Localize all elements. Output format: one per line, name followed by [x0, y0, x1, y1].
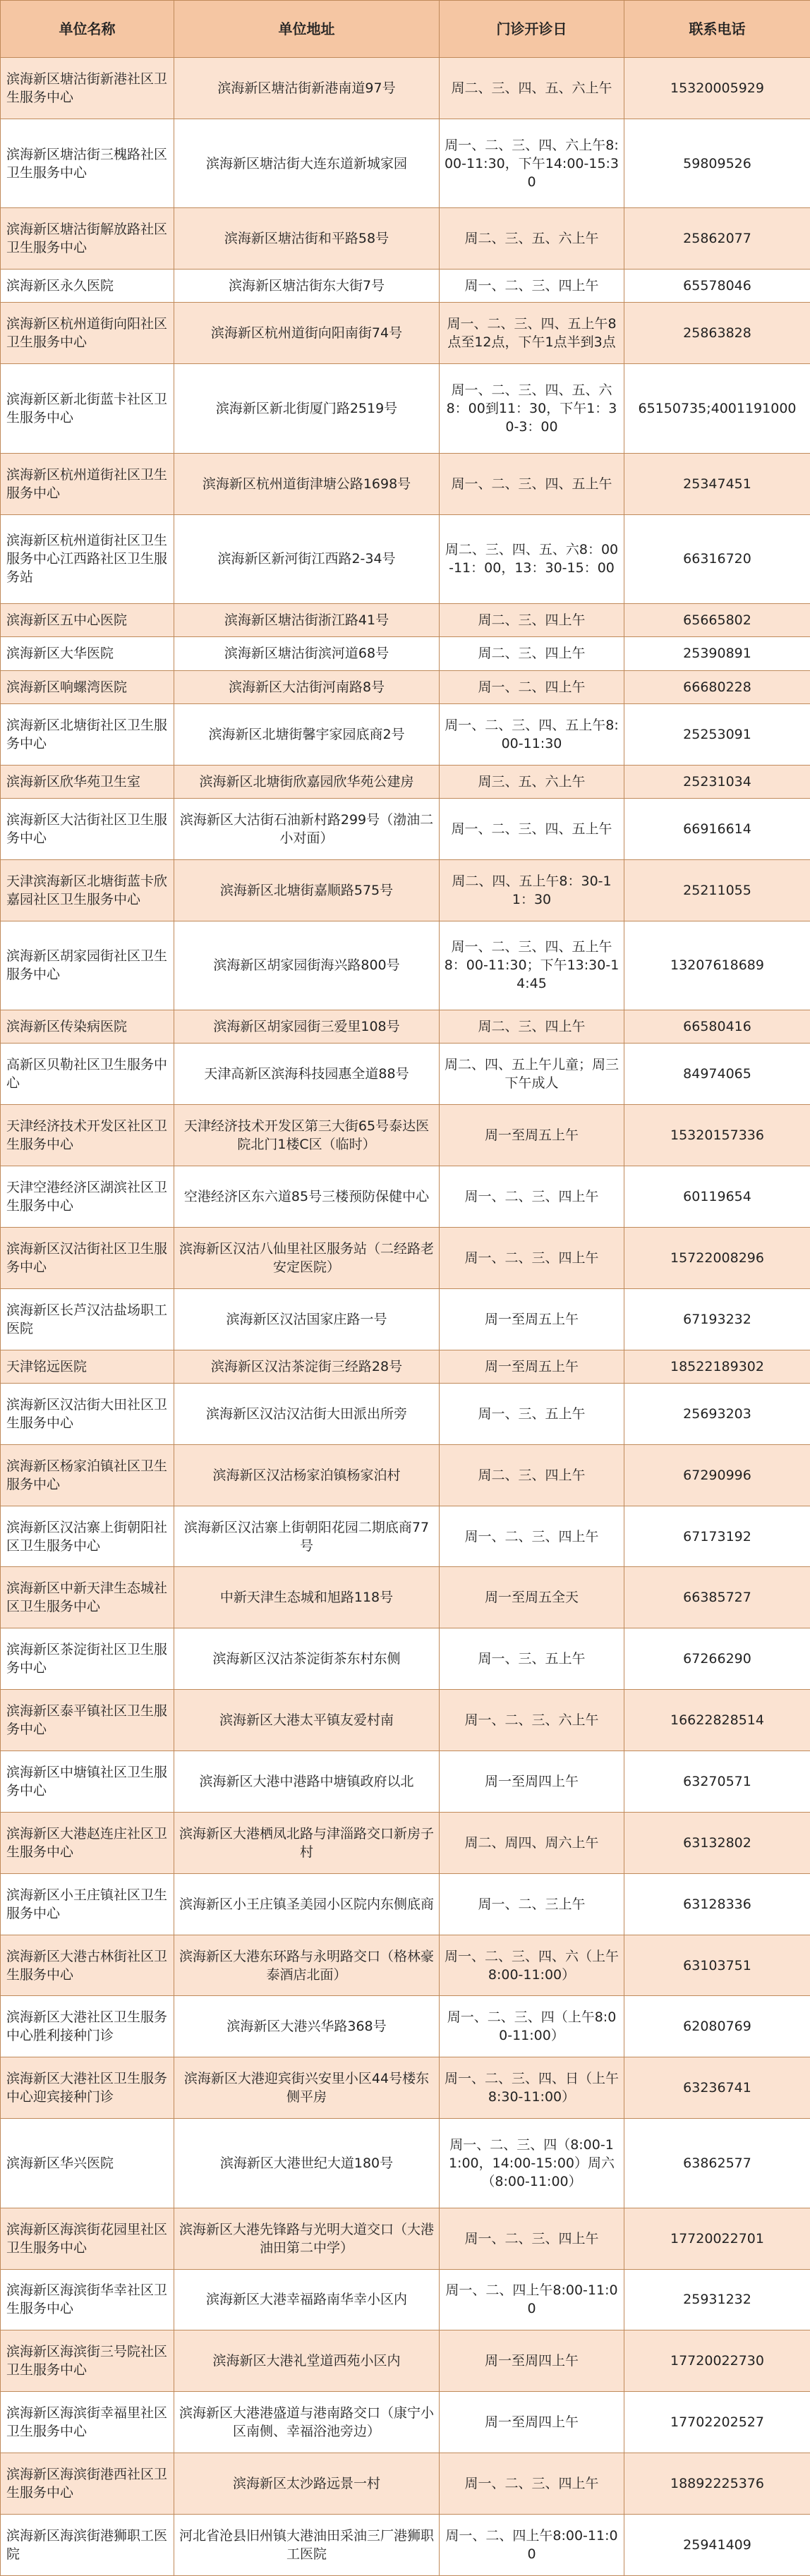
table-row — [1, 798, 810, 859]
cell-clinic-days: 周一、三、五上午 — [440, 1383, 624, 1444]
cell-phone: 67266290 — [624, 1628, 810, 1690]
cell-name: 滨海新区汉沽寨上街朝阳社区卫生服务中心 — [1, 1506, 174, 1567]
cell-clinic-days: 周二、三、四、五、六8：00-11：00，13：30-15：00 — [440, 514, 624, 603]
cell-phone: 16622828514 — [624, 1690, 810, 1751]
cell-clinic-days: 周二、四、五上午8：30-11：30 — [440, 859, 624, 921]
cell-phone: 25211055 — [624, 859, 810, 921]
table-row — [1, 1383, 810, 1444]
cell-address: 滨海新区新河街江西路2-34号 — [174, 514, 440, 603]
header-cell-clinic-days: 门诊开诊日 — [440, 1, 624, 58]
table-row — [1, 58, 810, 119]
cell-phone: 63236741 — [624, 2057, 810, 2119]
cell-clinic-days: 周一、二、三上午 — [440, 1873, 624, 1935]
table-row — [1, 303, 810, 364]
table-row — [1, 2330, 810, 2392]
table-row — [1, 1227, 810, 1288]
cell-address: 滨海新区汉沽茶淀街茶东村东侧 — [174, 1628, 440, 1690]
cell-address: 滨海新区胡家园街三爱里108号 — [174, 1010, 440, 1044]
table-row — [1, 2119, 810, 2208]
cell-clinic-days: 周一、二、三、四、五上午8:00-11:30 — [440, 703, 624, 765]
cell-phone: 67193232 — [624, 1288, 810, 1350]
cell-name: 滨海新区小王庄镇社区卫生服务中心 — [1, 1873, 174, 1935]
cell-name: 滨海新区大港社区卫生服务中心胜利接种门诊 — [1, 1996, 174, 2057]
cell-clinic-days: 周一至周四上午 — [440, 2392, 624, 2453]
cell-clinic-days: 周一、二、三、四、五上午8：00-11:30；下午13:30-14:45 — [440, 921, 624, 1010]
cell-name: 滨海新区杨家泊镇社区卫生服务中心 — [1, 1444, 174, 1506]
cell-name: 天津经济技术开发区社区卫生服务中心 — [1, 1105, 174, 1166]
cell-phone: 62080769 — [624, 1996, 810, 2057]
cell-clinic-days: 周二、四、五上午儿童；周三下午成人 — [440, 1044, 624, 1105]
cell-address: 滨海新区大港世纪大道180号 — [174, 2119, 440, 2208]
table-row — [1, 703, 810, 765]
table-row — [1, 208, 810, 270]
cell-address: 滨海新区太沙路远景一村 — [174, 2453, 440, 2515]
cell-phone: 25863828 — [624, 303, 810, 364]
cell-phone: 65150735;4001191000 — [624, 364, 810, 453]
table-row — [1, 453, 810, 514]
cell-address: 滨海新区北塘街欣嘉园欣华苑公建房 — [174, 765, 440, 798]
cell-name: 滨海新区塘沽街解放路社区卫生服务中心 — [1, 208, 174, 270]
cell-address: 滨海新区北塘街嘉顺路575号 — [174, 859, 440, 921]
cell-clinic-days: 周一、二、三、四（8:00-11:00，14:00-15:00）周六（8:00-11:00） — [440, 2119, 624, 2208]
header-cell-phone: 联系电话 — [624, 1, 810, 58]
cell-name: 滨海新区杭州道街社区卫生服务中心 — [1, 453, 174, 514]
table-row — [1, 2269, 810, 2330]
cell-address: 滨海新区北塘街馨宇家园底商2号 — [174, 703, 440, 765]
table-row — [1, 2453, 810, 2515]
table-row — [1, 1288, 810, 1350]
cell-clinic-days: 周二、三、四上午 — [440, 1444, 624, 1506]
table-row — [1, 1873, 810, 1935]
table-row — [1, 2392, 810, 2453]
cell-clinic-days: 周一至周四上午 — [440, 1751, 624, 1813]
cell-clinic-days: 周一、二、四上午 — [440, 670, 624, 703]
cell-address: 滨海新区杭州道街津塘公路1698号 — [174, 453, 440, 514]
cell-phone: 17720022701 — [624, 2208, 810, 2269]
cell-clinic-days: 周一至周四上午 — [440, 2330, 624, 2392]
cell-clinic-days: 周一、二、三、四（上午8:00-11:00） — [440, 1996, 624, 2057]
cell-phone: 25693203 — [624, 1383, 810, 1444]
cell-clinic-days: 周一、二、三、四上午 — [440, 1166, 624, 1228]
cell-name: 滨海新区泰平镇社区卫生服务中心 — [1, 1690, 174, 1751]
table-row — [1, 119, 810, 207]
cell-name: 滨海新区杭州道街社区卫生服务中心江西路社区卫生服务站 — [1, 514, 174, 603]
cell-name: 滨海新区海滨街华幸社区卫生服务中心 — [1, 2269, 174, 2330]
table-row — [1, 1444, 810, 1506]
cell-name: 滨海新区海滨街港狮职工医院 — [1, 2514, 174, 2575]
cell-phone: 18892225376 — [624, 2453, 810, 2515]
cell-address: 滨海新区汉沽寨上街朝阳花园二期底商77号 — [174, 1506, 440, 1567]
cell-name: 滨海新区大港社区卫生服务中心迎宾接种门诊 — [1, 2057, 174, 2119]
table-row — [1, 604, 810, 637]
cell-phone: 25231034 — [624, 765, 810, 798]
cell-phone: 25862077 — [624, 208, 810, 270]
cell-clinic-days: 周二、三、四上午 — [440, 604, 624, 637]
cell-address: 天津经济技术开发区第三大街65号泰达医院北门1楼C区（临时） — [174, 1105, 440, 1166]
cell-phone: 63270571 — [624, 1751, 810, 1813]
cell-phone: 63862577 — [624, 2119, 810, 2208]
table-row — [1, 2514, 810, 2575]
cell-clinic-days: 周一至周五上午 — [440, 1350, 624, 1383]
table-row — [1, 1628, 810, 1690]
table-header — [1, 1, 810, 58]
cell-address: 滨海新区塘沽街和平路58号 — [174, 208, 440, 270]
cell-address: 滨海新区大沽街河南路8号 — [174, 670, 440, 703]
cell-clinic-days: 周一、二、三、四、五上午 — [440, 453, 624, 514]
cell-clinic-days: 周一、二、三、六上午 — [440, 1690, 624, 1751]
cell-address: 滨海新区塘沽街浙江路41号 — [174, 604, 440, 637]
cell-name: 滨海新区海滨街花园里社区卫生服务中心 — [1, 2208, 174, 2269]
cell-name: 滨海新区海滨街港西社区卫生服务中心 — [1, 2453, 174, 2515]
cell-name: 滨海新区汉沽街大田社区卫生服务中心 — [1, 1383, 174, 1444]
cell-address: 滨海新区塘沽街东大街7号 — [174, 270, 440, 303]
cell-clinic-days: 周一至周五全天 — [440, 1567, 624, 1628]
cell-address: 空港经济区东六道85号三楼预防保健中心 — [174, 1166, 440, 1228]
cell-clinic-days: 周二、三、四上午 — [440, 637, 624, 670]
header-row — [1, 1, 810, 58]
cell-name: 滨海新区杭州道街向阳社区卫生服务中心 — [1, 303, 174, 364]
cell-phone: 15722008296 — [624, 1227, 810, 1288]
cell-phone: 65665802 — [624, 604, 810, 637]
cell-clinic-days: 周一、二、三、四、六（上午8:00-11:00） — [440, 1935, 624, 1996]
cell-phone: 25390891 — [624, 637, 810, 670]
cell-name: 滨海新区胡家园街社区卫生服务中心 — [1, 921, 174, 1010]
cell-phone: 67290996 — [624, 1444, 810, 1506]
cell-address: 滨海新区汉沽八仙里社区服务站（二经路老安定医院） — [174, 1227, 440, 1288]
cell-name: 滨海新区海滨街三号院社区卫生服务中心 — [1, 2330, 174, 2392]
cell-phone: 13207618689 — [624, 921, 810, 1010]
cell-phone: 25931232 — [624, 2269, 810, 2330]
table-row — [1, 1506, 810, 1567]
cell-clinic-days: 周二、三、四、五、六上午 — [440, 58, 624, 119]
cell-address: 滨海新区杭州道街向阳南街74号 — [174, 303, 440, 364]
table-row — [1, 859, 810, 921]
cell-name: 滨海新区海滨街幸福里社区卫生服务中心 — [1, 2392, 174, 2453]
cell-clinic-days: 周一、二、三、四、五、六8：00到11：30，下午1：30-3：00 — [440, 364, 624, 453]
cell-clinic-days: 周一、二、三、四上午 — [440, 270, 624, 303]
cell-phone: 66385727 — [624, 1567, 810, 1628]
cell-address: 滨海新区汉沽茶淀街三经路28号 — [174, 1350, 440, 1383]
cell-name: 滨海新区长芦汉沽盐场职工医院 — [1, 1288, 174, 1350]
cell-clinic-days: 周二、周四、周六上午 — [440, 1812, 624, 1873]
table-row — [1, 1044, 810, 1105]
table-row — [1, 514, 810, 603]
cell-clinic-days: 周一、二、三、四上午 — [440, 2208, 624, 2269]
table-row — [1, 1567, 810, 1628]
cell-clinic-days: 周一至周五上午 — [440, 1288, 624, 1350]
cell-clinic-days: 周一、二、三、四上午 — [440, 2453, 624, 2515]
cell-address: 滨海新区汉沽国家庄路一号 — [174, 1288, 440, 1350]
cell-phone: 17702202527 — [624, 2392, 810, 2453]
table-row — [1, 1166, 810, 1228]
cell-name: 滨海新区响螺湾医院 — [1, 670, 174, 703]
cell-address: 滨海新区新北街厦门路2519号 — [174, 364, 440, 453]
cell-clinic-days: 周三、五、六上午 — [440, 765, 624, 798]
cell-name: 滨海新区欣华苑卫生室 — [1, 765, 174, 798]
table-row — [1, 1812, 810, 1873]
table-row — [1, 2057, 810, 2119]
cell-clinic-days: 周一、二、三、四、五上午8点至12点，下午1点半到3点 — [440, 303, 624, 364]
cell-name: 滨海新区五中心医院 — [1, 604, 174, 637]
cell-clinic-days: 周一、二、四上午8:00-11:00 — [440, 2514, 624, 2575]
cell-name: 滨海新区茶淀街社区卫生服务中心 — [1, 1628, 174, 1690]
table-row — [1, 1751, 810, 1813]
table-row — [1, 1010, 810, 1044]
cell-address: 河北省沧县旧州镇大港油田采油三厂港狮职工医院 — [174, 2514, 440, 2575]
cell-name: 滨海新区大沽街社区卫生服务中心 — [1, 798, 174, 859]
cell-name: 滨海新区永久医院 — [1, 270, 174, 303]
table-row — [1, 921, 810, 1010]
table-row — [1, 765, 810, 798]
cell-phone: 66916614 — [624, 798, 810, 859]
table-row — [1, 637, 810, 670]
cell-address: 滨海新区大港礼堂道西苑小区内 — [174, 2330, 440, 2392]
cell-clinic-days: 周一、二、三、四、六上午8:00-11:30，下午14:00-15:30 — [440, 119, 624, 207]
cell-name: 滨海新区华兴医院 — [1, 2119, 174, 2208]
cell-phone: 25347451 — [624, 453, 810, 514]
cell-name: 天津滨海新区北塘街蓝卡欣嘉园社区卫生服务中心 — [1, 859, 174, 921]
cell-phone: 65578046 — [624, 270, 810, 303]
cell-address: 滨海新区大港幸福路南华幸小区内 — [174, 2269, 440, 2330]
cell-phone: 18522189302 — [624, 1350, 810, 1383]
cell-address: 滨海新区大港兴华路368号 — [174, 1996, 440, 2057]
cell-clinic-days: 周一、三、五上午 — [440, 1628, 624, 1690]
table-body — [1, 58, 810, 2576]
cell-name: 滨海新区新北街蓝卡社区卫生服务中心 — [1, 364, 174, 453]
cell-name: 滨海新区塘沽街三槐路社区卫生服务中心 — [1, 119, 174, 207]
cell-address: 滨海新区汉沽杨家泊镇杨家泊村 — [174, 1444, 440, 1506]
cell-phone: 84974065 — [624, 1044, 810, 1105]
cell-address: 滨海新区大港迎宾街兴安里小区44号楼东侧平房 — [174, 2057, 440, 2119]
table-row — [1, 270, 810, 303]
cell-name: 滨海新区传染病医院 — [1, 1010, 174, 1044]
table-row — [1, 1350, 810, 1383]
table-row — [1, 1105, 810, 1166]
cell-name: 滨海新区大港赵连庄社区卫生服务中心 — [1, 1812, 174, 1873]
cell-address: 滨海新区大港港盛道与港南路交口（康宁小区南侧、幸福浴池旁边） — [174, 2392, 440, 2453]
cell-phone: 17720022730 — [624, 2330, 810, 2392]
cell-phone: 63103751 — [624, 1935, 810, 1996]
cell-phone: 66680228 — [624, 670, 810, 703]
cell-clinic-days: 周二、三、四上午 — [440, 1010, 624, 1044]
cell-phone: 67173192 — [624, 1506, 810, 1567]
cell-name: 高新区贝勒社区卫生服务中心 — [1, 1044, 174, 1105]
cell-phone: 15320005929 — [624, 58, 810, 119]
cell-address: 滨海新区塘沽街大连东道新城家园 — [174, 119, 440, 207]
table-row — [1, 670, 810, 703]
cell-name: 滨海新区中塘镇社区卫生服务中心 — [1, 1751, 174, 1813]
cell-address: 滨海新区大港东环路与永明路交口（格林豪泰酒店北面） — [174, 1935, 440, 1996]
cell-phone: 59809526 — [624, 119, 810, 207]
cell-address: 滨海新区大港栖凤北路与津淄路交口新房子村 — [174, 1812, 440, 1873]
cell-address: 天津高新区滨海科技园惠全道88号 — [174, 1044, 440, 1105]
cell-name: 滨海新区大华医院 — [1, 637, 174, 670]
cell-name: 滨海新区汉沽街社区卫生服务中心 — [1, 1227, 174, 1288]
table-row — [1, 1996, 810, 2057]
cell-phone: 66580416 — [624, 1010, 810, 1044]
table-row — [1, 1690, 810, 1751]
table-row — [1, 1935, 810, 1996]
cell-phone: 25253091 — [624, 703, 810, 765]
cell-address: 滨海新区汉沽汉沽街大田派出所旁 — [174, 1383, 440, 1444]
cell-phone: 25941409 — [624, 2514, 810, 2575]
cell-phone: 66316720 — [624, 514, 810, 603]
cell-address: 滨海新区塘沽街新港南道97号 — [174, 58, 440, 119]
cell-clinic-days: 周一、二、四上午8:00-11:00 — [440, 2269, 624, 2330]
header-cell-name: 单位名称 — [1, 1, 174, 58]
cell-address: 滨海新区大沽街石油新村路299号（渤油二小对面） — [174, 798, 440, 859]
header-cell-address: 单位地址 — [174, 1, 440, 58]
cell-address: 滨海新区大港中港路中塘镇政府以北 — [174, 1751, 440, 1813]
cell-address: 滨海新区大港先锋路与光明大道交口（大港油田第二中学） — [174, 2208, 440, 2269]
cell-address: 滨海新区塘沽街滨河道68号 — [174, 637, 440, 670]
cell-address: 滨海新区小王庄镇圣美园小区院内东侧底商 — [174, 1873, 440, 1935]
cell-address: 滨海新区大港太平镇友爱村南 — [174, 1690, 440, 1751]
cell-name: 天津空港经济区湖滨社区卫生服务中心 — [1, 1166, 174, 1228]
table-row — [1, 2208, 810, 2269]
cell-clinic-days: 周一、二、三、四、日（上午8:30-11:00） — [440, 2057, 624, 2119]
cell-name: 滨海新区北塘街社区卫生服务中心 — [1, 703, 174, 765]
cell-phone: 63132802 — [624, 1812, 810, 1873]
cell-clinic-days: 周二、三、五、六上午 — [440, 208, 624, 270]
table-row — [1, 364, 810, 453]
cell-phone: 15320157336 — [624, 1105, 810, 1166]
cell-name: 滨海新区大港古林街社区卫生服务中心 — [1, 1935, 174, 1996]
cell-phone: 60119654 — [624, 1166, 810, 1228]
cell-clinic-days: 周一、二、三、四上午 — [440, 1506, 624, 1567]
cell-clinic-days: 周一、二、三、四、五上午 — [440, 798, 624, 859]
cell-clinic-days: 周一至周五上午 — [440, 1105, 624, 1166]
cell-name: 天津铭远医院 — [1, 1350, 174, 1383]
cell-address: 中新天津生态城和旭路118号 — [174, 1567, 440, 1628]
cell-clinic-days: 周一、二、三、四上午 — [440, 1227, 624, 1288]
cell-phone: 63128336 — [624, 1873, 810, 1935]
cell-name: 滨海新区塘沽街新港社区卫生服务中心 — [1, 58, 174, 119]
cell-address: 滨海新区胡家园街海兴路800号 — [174, 921, 440, 1010]
cell-name: 滨海新区中新天津生态城社区卫生服务中心 — [1, 1567, 174, 1628]
